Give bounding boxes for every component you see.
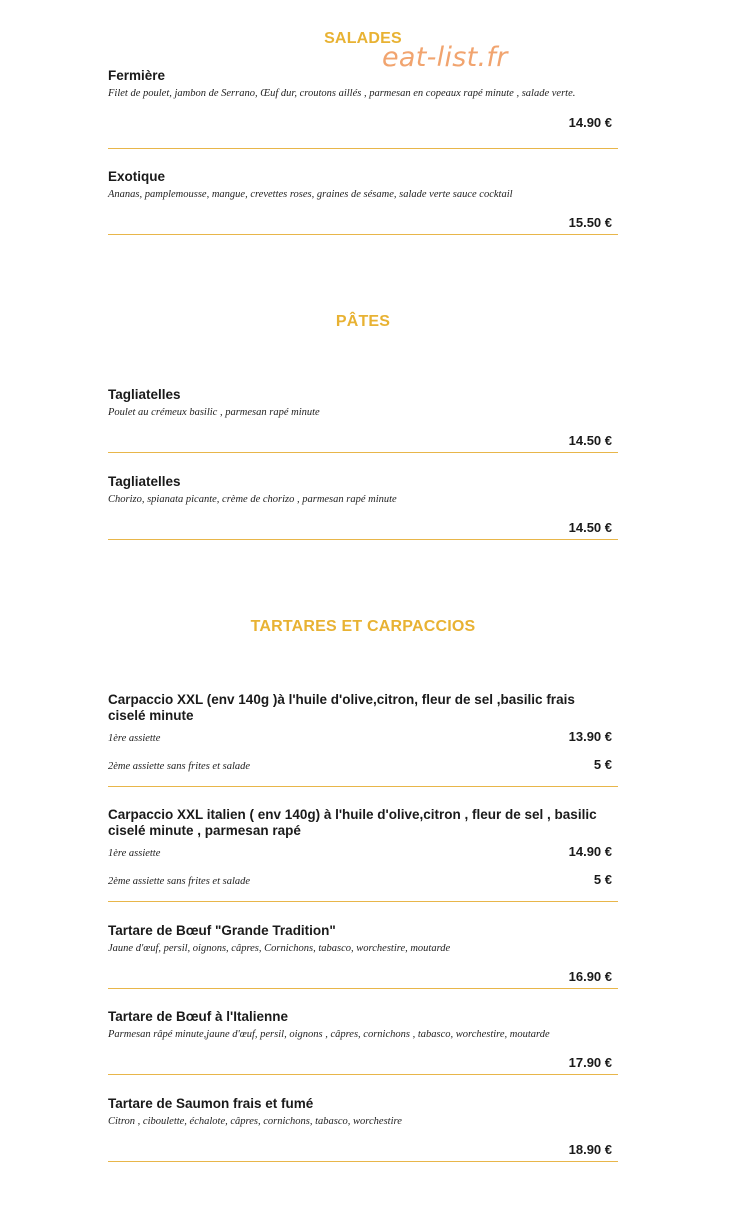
item-description: Poulet au crémeux basilic , parmesan rapé minute [108,407,320,418]
item-description: Ananas, pamplemousse, mangue, crevettes roses, graines de sésame, salade verte sauce cocktail [108,189,513,200]
item-price: 17.90 € [568,1055,612,1070]
sub-price: 14.90 € [568,844,612,859]
item-description: Chorizo, spianata picante, crème de chorizo , parmesan rapé minute [108,494,397,505]
sub-price: 13.90 € [568,729,612,744]
sub-row [108,757,618,772]
item-name: Tagliatelles [108,474,181,489]
item-description: Parmesan râpé minute,jaune d'œuf, persil, oignons , câpres, cornichons , tabasco, worchestire, moutarde [108,1029,550,1040]
section-title-tartares: TARTARES ET CARPACCIOS [250,618,476,635]
sub-label: 2ème assiette sans frites et salade [108,876,251,887]
item-description: Filet de poulet, jambon de Serrano, Œuf dur, croutons aillés , parmesan en copeaux rapé minute , salade verte. [108,88,576,99]
menu-item [108,1009,618,1075]
item-name: Tagliatelles [108,387,181,402]
sub-price: 5 € [593,872,612,887]
menu-item [108,807,618,902]
sub-label: 2ème assiette sans frites et salade [108,761,251,772]
item-name: Exotique [108,169,166,184]
item-price: 16.90 € [568,969,612,984]
item-price: 14.50 € [568,520,612,535]
section-title-pates: PÂTES [335,313,391,330]
section-title-salades: SALADES [324,30,402,47]
item-price: 15.50 € [568,215,612,230]
item-name: Carpaccio XXL italien ( env 140g) à l'huile d'olive,citron , fleur de sel , basilic ciselé minute , parmesan rapé [108,807,597,838]
menu-item [108,169,618,235]
item-price: 14.90 € [568,115,612,130]
item-name: Carpaccio XXL (env 140g )à l'huile d'olive,citron, fleur de sel ,basilic frais ciselé minute [108,692,575,723]
menu-item [108,923,618,989]
sub-label: 1ère assiette [108,733,161,744]
sub-label: 1ère assiette [108,848,161,859]
watermark: eat-list.fr [382,42,508,73]
item-name: Tartare de Bœuf "Grande Tradition" [108,923,336,938]
menu-item [108,1096,618,1162]
item-name: Fermière [108,68,166,83]
sub-row [108,872,618,887]
item-description: Jaune d'œuf, persil, oignons, câpres, Cornichons, tabasco, worchestire, moutarde [108,943,451,954]
item-price: 18.90 € [568,1142,612,1157]
item-name: Tartare de Bœuf à l'Italienne [108,1009,288,1024]
item-name: Tartare de Saumon frais et fumé [108,1096,314,1111]
menu-item [108,474,618,540]
item-description: Citron , ciboulette, échalote, câpres, cornichons, tabasco, worchestire [108,1116,402,1127]
item-price: 14.50 € [568,433,612,448]
sub-row [108,844,618,859]
menu-item [108,692,618,787]
menu-item [108,387,618,453]
menu-item [108,68,618,149]
sub-row [108,729,618,744]
sub-price: 5 € [593,757,612,772]
